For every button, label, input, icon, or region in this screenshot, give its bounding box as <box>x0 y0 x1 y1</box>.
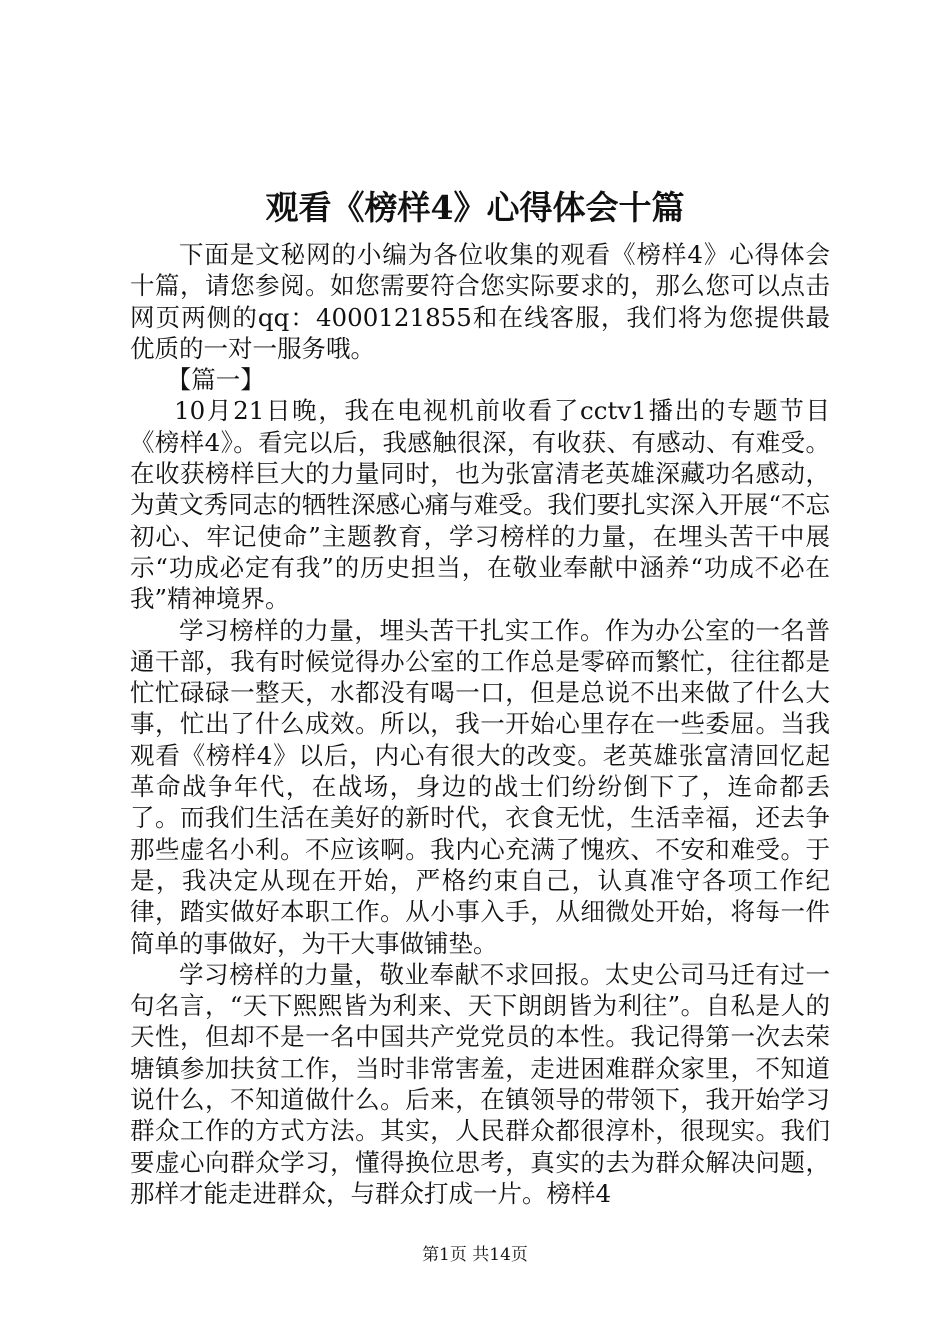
section-heading: 【篇一】 <box>166 365 265 395</box>
page-footer: 第1页 共14页 <box>422 1245 528 1265</box>
body-paragraph-3: 学习榜样的力量，敬业奉献不求回报。太史公司马迁有过一句名言，“天下熙熙皆为利来、天下朗朗皆为利往”。自私是人的天性，但却不是一名中国共产党党员的本性。我记得第一次去荣塘镇参加扶贫工作，当时非常害羞，走进困难群众家里，不知道说什么，不知道做什么。后来，在镇领导的带领下，我开始学习群众工作的方式方法。其实，人民群众都很淳朴，很现实。我们要虚心向群众学习，懂得换位思考，真实的去为群众解决问题，那样才能走进群众，与群众打成一片。榜样4 <box>130 959 830 1208</box>
body-paragraph-2: 学习榜样的力量，埋头苦干扎实工作。作为办公室的一名普通干部，我有时候觉得办公室的工作总是零碎而繁忙，往往都是忙忙碌碌一整天，水都没有喝一口，但是总说不出来做了什么大事，忙出了什么成效。所以，我一开始心里存在一些委屈。当我观看《榜样4》以后，内心有很大的改变。老英雄张富清回忆起革命战争年代，在战场，身边的战士们纷纷倒下了，连命都丢了。而我们生活在美好的新时代，衣食无忧，生活幸福，还去争那些虚名小利。不应该啊。我内心充满了愧疚、不安和难受。于是，我决定从现在开始，严格约束自己，认真准守各项工作纪律，踏实做好本职工作。从小事入手，从细微处开始，将每一件简单的事做好，为干大事做铺垫。 <box>130 615 830 958</box>
document-body <box>130 239 830 1209</box>
intro-paragraph: 下面是文秘网的小编为各位收集的观看《榜样4》心得体会十篇，请您参阅。如您需要符合您实际要求的，那么您可以点击网页两侧的qq：4000121855和在线客服，我们将为您提供最优质的一对一服务哦。 <box>130 240 830 363</box>
body-paragraph-1: 10月21日晚，我在电视机前收看了cctv1播出的专题节目《榜样4》。看完以后，我感触很深，有收获、有感动、有难受。在收获榜样巨大的力量同时，也为张富清老英雄深藏功名感动，为黄文秀同志的牺牲深感心痛与难受。我们要扎实深入开展“不忘初心、牢记使命”主题教育，学习榜样的力量，在埋头苦干中展示“功成必定有我”的历史担当，在敬业奉献中涵养“功成不必在我”精神境界。 <box>130 396 830 614</box>
page-title: 观看《榜样4》心得体会十篇 <box>265 188 685 227</box>
